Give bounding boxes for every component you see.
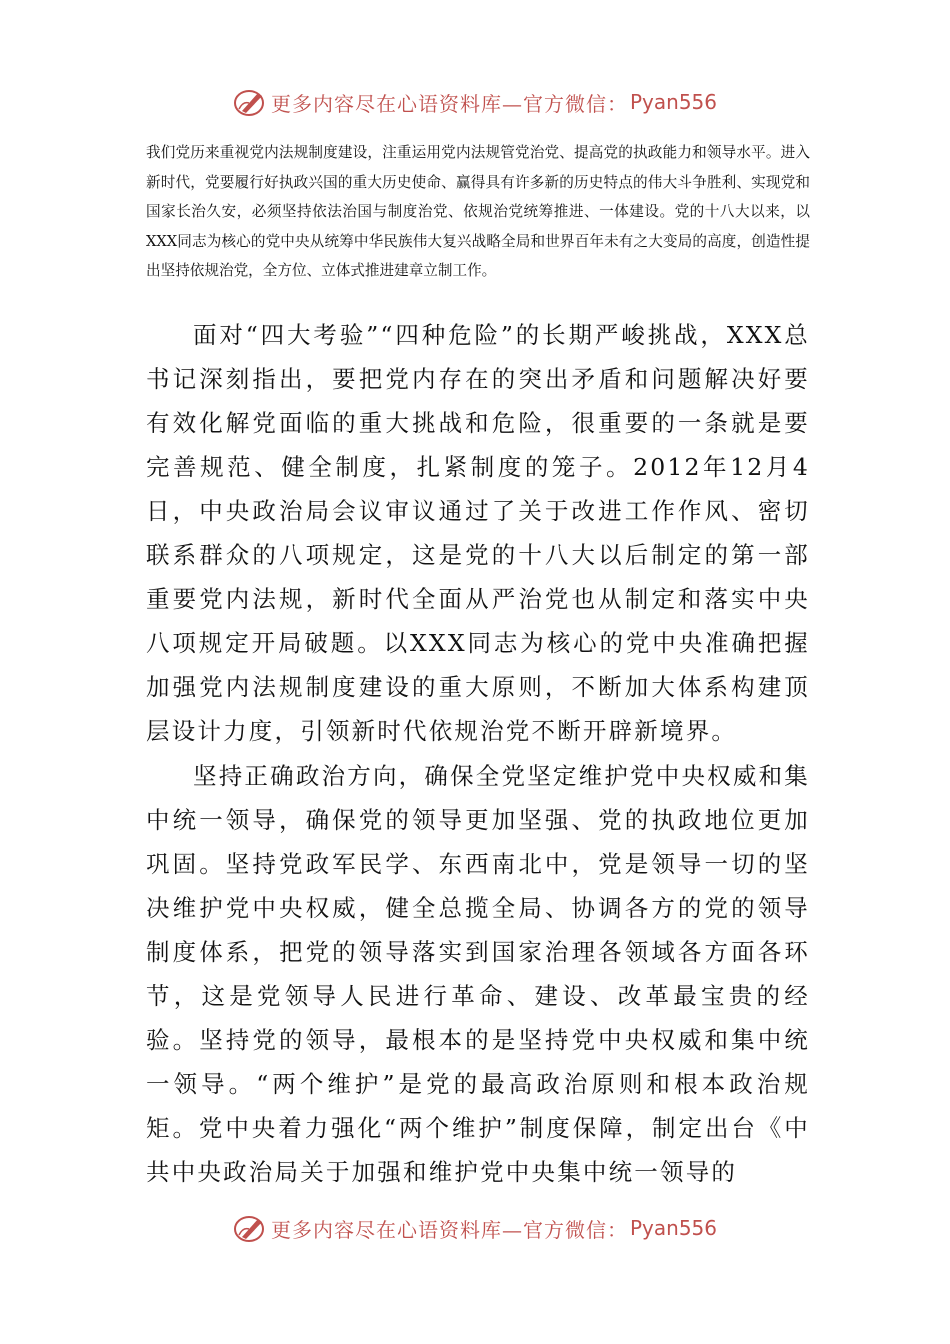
footer-banner-text: 更多内容尽在心语资料库—官方微信： [270, 1217, 628, 1242]
header-banner-contact: Pyan556 [629, 90, 717, 114]
pen-logo-icon [233, 85, 267, 119]
body-paragraph-2: 坚持正确政治方向，确保全党坚定维护党中央权威和集中统一领导，确保党的领导更加坚强、党的执政地位更加巩固。坚持党政军民学、东西南北中，党是领导一切的坚决维护党中央权威，健全总揽全局、协调各方的党的领导制度体系，把党的领导落实到国家治理各领域各方面各环节，这是党领导人民进行革命、建设、改革最宝贵的经验。坚持党的领导，最根本的是坚持党中央权威和集中统一领导。“两个维护”是党的最高政治原则和根本政治规矩。党中央着力强化“两个维护”制度保障，制定出台《中共中央政治局关于加强和维护党中央集中统一领导的 [146, 762, 810, 1186]
header-banner-text: 更多内容尽在心语资料库—官方微信： [270, 91, 628, 116]
footer-banner-contact: Pyan556 [629, 1216, 717, 1240]
footer-banner [0, 1208, 950, 1248]
pen-logo-icon [233, 1211, 267, 1245]
header-banner [0, 82, 950, 122]
intro-paragraph: 我们党历来重视党内法规制度建设，注重运用党内法规管党治党、提高党的执政能力和领导水平。进入新时代，党要履行好执政兴国的重大历史使命、赢得具有许多新的历史特点的伟大斗争胜利、实现党和国家长治久安，必须坚持依法治国与制度治党、依规治党统筹推进、一体建设。党的十八大以来，以XXX同志为核心的党中央从统筹中华民族伟大复兴战略全局和世界百年未有之大变局的高度，创造性提出坚持依规治党，全方位、立体式推进建章立制工作。 [146, 144, 810, 279]
body-paragraph-1: 面对“四大考验”“四种危险”的长期严峻挑战，XXX总书记深刻指出，要把党内存在的突出矛盾和问题解决好要有效化解党面临的重大挑战和危险，很重要的一条就是要完善规范、健全制度，扎紧制度的笼子。2012年12月4日，中央政治局会议审议通过了关于改进工作作风、密切联系群众的八项规定，这是党的十八大以后制定的第一部重要党内法规，新时代全面从严治党也从制定和落实中央八项规定开局破题。以XXX同志为核心的党中央准确把握加强党内法规制度建设的重大原则，不断加大体系构建顶层设计力度，引领新时代依规治党不断开辟新境界。 [146, 321, 810, 745]
